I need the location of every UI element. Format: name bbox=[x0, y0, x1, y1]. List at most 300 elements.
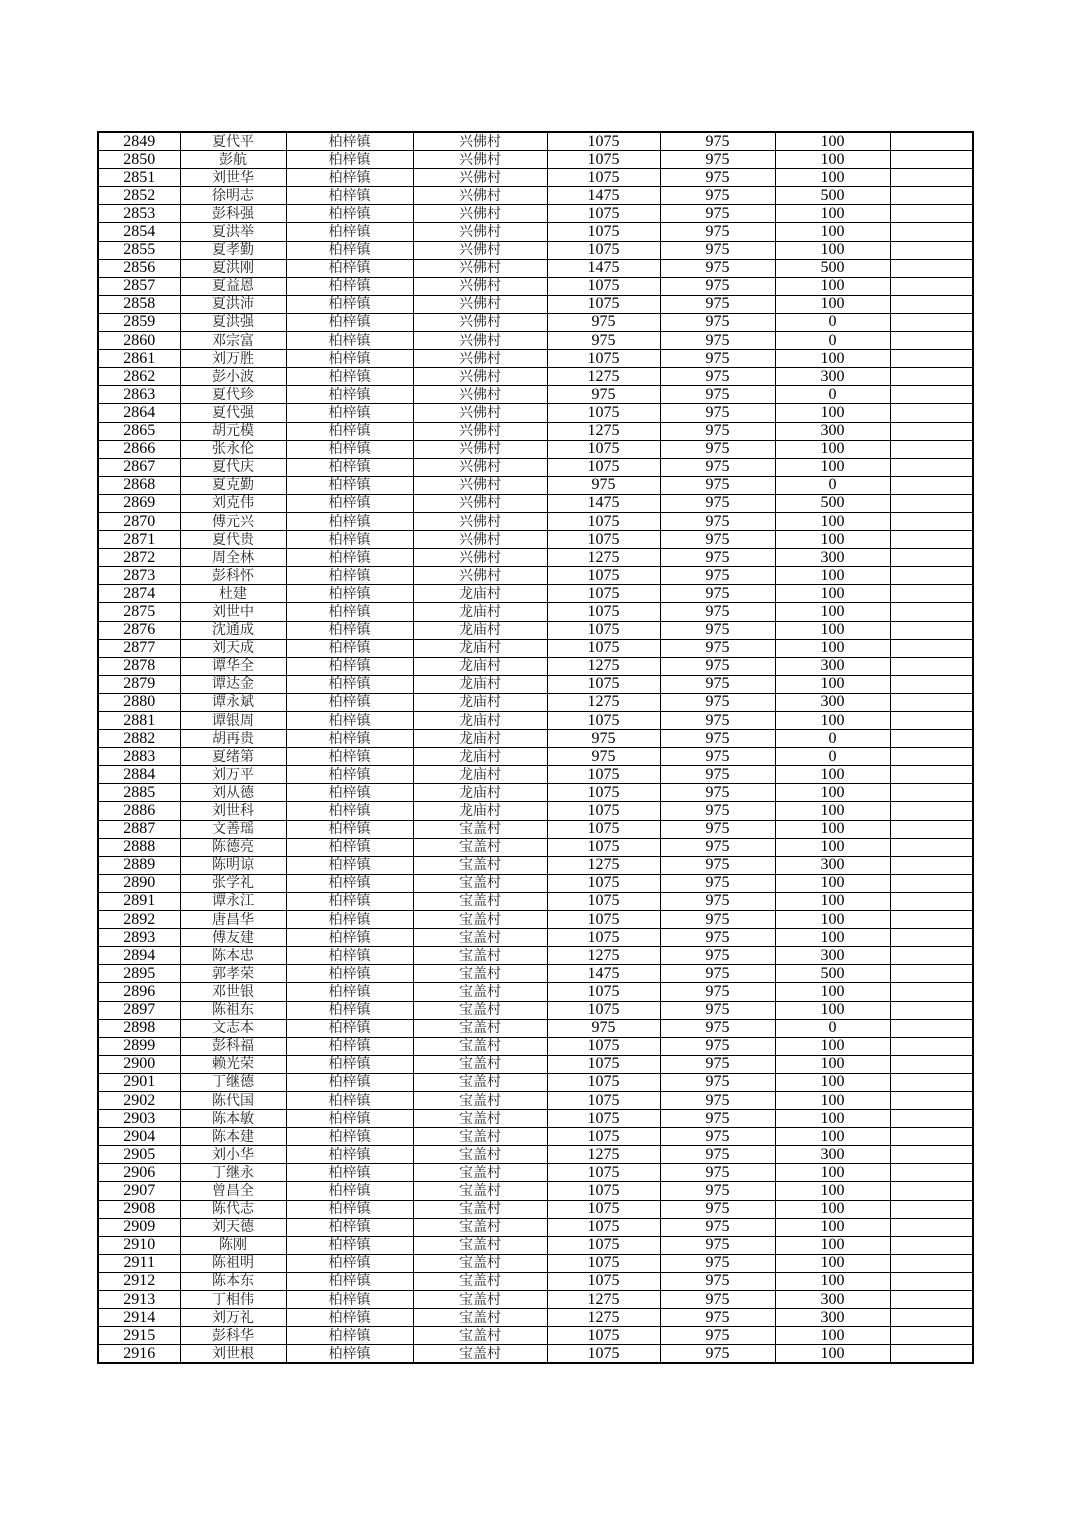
name-cell: 谭永斌 bbox=[180, 693, 286, 711]
table-row bbox=[98, 947, 973, 965]
town-cell: 柏梓镇 bbox=[286, 1272, 413, 1290]
amount-b-cell: 975 bbox=[660, 639, 775, 657]
amount-a-cell: 1075 bbox=[547, 639, 660, 657]
table-row bbox=[98, 368, 973, 386]
remark-cell bbox=[890, 1073, 973, 1091]
row-number-cell: 2851 bbox=[98, 169, 180, 187]
name-cell: 文善瑶 bbox=[180, 820, 286, 838]
town-cell: 柏梓镇 bbox=[286, 295, 413, 313]
amount-a-cell: 1475 bbox=[547, 494, 660, 512]
name-cell: 夏绪第 bbox=[180, 748, 286, 766]
amount-a-cell: 1075 bbox=[547, 1073, 660, 1091]
remark-cell bbox=[890, 223, 973, 241]
data-table bbox=[97, 131, 974, 1364]
difference-cell: 100 bbox=[775, 223, 890, 241]
difference-cell: 100 bbox=[775, 639, 890, 657]
village-cell: 兴佛村 bbox=[413, 313, 547, 331]
remark-cell bbox=[890, 458, 973, 476]
difference-cell: 100 bbox=[775, 1272, 890, 1290]
amount-b-cell: 975 bbox=[660, 132, 775, 151]
table-row bbox=[98, 784, 973, 802]
amount-b-cell: 975 bbox=[660, 1073, 775, 1091]
table-row bbox=[98, 132, 973, 151]
name-cell: 曾昌全 bbox=[180, 1182, 286, 1200]
amount-a-cell: 1075 bbox=[547, 1182, 660, 1200]
name-cell: 彭科怀 bbox=[180, 567, 286, 585]
amount-b-cell: 975 bbox=[660, 766, 775, 784]
village-cell: 龙庙村 bbox=[413, 693, 547, 711]
remark-cell bbox=[890, 259, 973, 277]
village-cell: 兴佛村 bbox=[413, 241, 547, 259]
name-cell: 文志本 bbox=[180, 1019, 286, 1037]
row-number-cell: 2902 bbox=[98, 1091, 180, 1109]
amount-b-cell: 975 bbox=[660, 929, 775, 947]
village-cell: 宝盖村 bbox=[413, 1091, 547, 1109]
row-number-cell: 2862 bbox=[98, 368, 180, 386]
difference-cell: 100 bbox=[775, 1345, 890, 1364]
amount-b-cell: 975 bbox=[660, 512, 775, 530]
difference-cell: 300 bbox=[775, 657, 890, 675]
amount-a-cell: 1075 bbox=[547, 1327, 660, 1345]
name-cell: 丁继永 bbox=[180, 1164, 286, 1182]
table-row bbox=[98, 1236, 973, 1254]
remark-cell bbox=[890, 748, 973, 766]
difference-cell: 300 bbox=[775, 1146, 890, 1164]
row-number-cell: 2856 bbox=[98, 259, 180, 277]
table-row bbox=[98, 639, 973, 657]
remark-cell bbox=[890, 1345, 973, 1364]
name-cell: 谭银周 bbox=[180, 712, 286, 730]
town-cell: 柏梓镇 bbox=[286, 892, 413, 910]
table-row bbox=[98, 1345, 973, 1364]
difference-cell: 100 bbox=[775, 1218, 890, 1236]
difference-cell: 0 bbox=[775, 1019, 890, 1037]
difference-cell: 0 bbox=[775, 730, 890, 748]
remark-cell bbox=[890, 512, 973, 530]
amount-b-cell: 975 bbox=[660, 1037, 775, 1055]
remark-cell bbox=[890, 1309, 973, 1327]
difference-cell: 500 bbox=[775, 494, 890, 512]
amount-b-cell: 975 bbox=[660, 1345, 775, 1364]
table-row bbox=[98, 386, 973, 404]
difference-cell: 300 bbox=[775, 549, 890, 567]
table-row bbox=[98, 621, 973, 639]
remark-cell bbox=[890, 476, 973, 494]
village-cell: 宝盖村 bbox=[413, 1164, 547, 1182]
difference-cell: 300 bbox=[775, 693, 890, 711]
amount-b-cell: 975 bbox=[660, 983, 775, 1001]
difference-cell: 100 bbox=[775, 1055, 890, 1073]
town-cell: 柏梓镇 bbox=[286, 1055, 413, 1073]
table-row bbox=[98, 1254, 973, 1272]
village-cell: 兴佛村 bbox=[413, 223, 547, 241]
row-number-cell: 2873 bbox=[98, 567, 180, 585]
amount-a-cell: 1075 bbox=[547, 1272, 660, 1290]
name-cell: 陈祖东 bbox=[180, 1001, 286, 1019]
difference-cell: 100 bbox=[775, 277, 890, 295]
village-cell: 龙庙村 bbox=[413, 730, 547, 748]
amount-a-cell: 1075 bbox=[547, 929, 660, 947]
remark-cell bbox=[890, 784, 973, 802]
table-row bbox=[98, 277, 973, 295]
name-cell: 夏洪强 bbox=[180, 313, 286, 331]
remark-cell bbox=[890, 856, 973, 874]
name-cell: 周全林 bbox=[180, 549, 286, 567]
village-cell: 宝盖村 bbox=[413, 1019, 547, 1037]
amount-b-cell: 975 bbox=[660, 1254, 775, 1272]
table-row bbox=[98, 892, 973, 910]
amount-a-cell: 1075 bbox=[547, 567, 660, 585]
village-cell: 兴佛村 bbox=[413, 368, 547, 386]
difference-cell: 100 bbox=[775, 1128, 890, 1146]
row-number-cell: 2907 bbox=[98, 1182, 180, 1200]
difference-cell: 300 bbox=[775, 1291, 890, 1309]
remark-cell bbox=[890, 422, 973, 440]
difference-cell: 100 bbox=[775, 169, 890, 187]
town-cell: 柏梓镇 bbox=[286, 531, 413, 549]
name-cell: 彭航 bbox=[180, 151, 286, 169]
remark-cell bbox=[890, 730, 973, 748]
table-row bbox=[98, 567, 973, 585]
remark-cell bbox=[890, 1055, 973, 1073]
amount-a-cell: 1075 bbox=[547, 277, 660, 295]
amount-b-cell: 975 bbox=[660, 748, 775, 766]
row-number-cell: 2908 bbox=[98, 1200, 180, 1218]
amount-b-cell: 975 bbox=[660, 1291, 775, 1309]
village-cell: 龙庙村 bbox=[413, 603, 547, 621]
village-cell: 兴佛村 bbox=[413, 259, 547, 277]
row-number-cell: 2882 bbox=[98, 730, 180, 748]
name-cell: 彭小波 bbox=[180, 368, 286, 386]
village-cell: 宝盖村 bbox=[413, 892, 547, 910]
difference-cell: 100 bbox=[775, 983, 890, 1001]
amount-a-cell: 1275 bbox=[547, 693, 660, 711]
amount-b-cell: 975 bbox=[660, 1218, 775, 1236]
difference-cell: 100 bbox=[775, 675, 890, 693]
village-cell: 宝盖村 bbox=[413, 1110, 547, 1128]
amount-b-cell: 975 bbox=[660, 368, 775, 386]
row-number-cell: 2858 bbox=[98, 295, 180, 313]
amount-b-cell: 975 bbox=[660, 476, 775, 494]
table-row bbox=[98, 603, 973, 621]
table-row bbox=[98, 693, 973, 711]
amount-b-cell: 975 bbox=[660, 947, 775, 965]
town-cell: 柏梓镇 bbox=[286, 1182, 413, 1200]
amount-a-cell: 975 bbox=[547, 332, 660, 350]
row-number-cell: 2878 bbox=[98, 657, 180, 675]
row-number-cell: 2914 bbox=[98, 1309, 180, 1327]
village-cell: 兴佛村 bbox=[413, 187, 547, 205]
town-cell: 柏梓镇 bbox=[286, 132, 413, 151]
name-cell: 陈刚 bbox=[180, 1236, 286, 1254]
amount-b-cell: 975 bbox=[660, 1128, 775, 1146]
difference-cell: 500 bbox=[775, 965, 890, 983]
village-cell: 兴佛村 bbox=[413, 386, 547, 404]
row-number-cell: 2879 bbox=[98, 675, 180, 693]
amount-b-cell: 975 bbox=[660, 802, 775, 820]
remark-cell bbox=[890, 1146, 973, 1164]
difference-cell: 100 bbox=[775, 784, 890, 802]
table-row bbox=[98, 1146, 973, 1164]
amount-b-cell: 975 bbox=[660, 820, 775, 838]
name-cell: 彭科强 bbox=[180, 205, 286, 223]
row-number-cell: 2853 bbox=[98, 205, 180, 223]
name-cell: 夏代贵 bbox=[180, 531, 286, 549]
amount-b-cell: 975 bbox=[660, 241, 775, 259]
name-cell: 丁继德 bbox=[180, 1073, 286, 1091]
amount-a-cell: 1075 bbox=[547, 512, 660, 530]
remark-cell bbox=[890, 1110, 973, 1128]
remark-cell bbox=[890, 1164, 973, 1182]
row-number-cell: 2916 bbox=[98, 1345, 180, 1364]
remark-cell bbox=[890, 693, 973, 711]
table-row bbox=[98, 712, 973, 730]
amount-a-cell: 1075 bbox=[547, 1001, 660, 1019]
remark-cell bbox=[890, 621, 973, 639]
village-cell: 兴佛村 bbox=[413, 295, 547, 313]
difference-cell: 100 bbox=[775, 132, 890, 151]
village-cell: 兴佛村 bbox=[413, 476, 547, 494]
remark-cell bbox=[890, 187, 973, 205]
town-cell: 柏梓镇 bbox=[286, 657, 413, 675]
town-cell: 柏梓镇 bbox=[286, 585, 413, 603]
village-cell: 龙庙村 bbox=[413, 784, 547, 802]
amount-b-cell: 975 bbox=[660, 657, 775, 675]
village-cell: 龙庙村 bbox=[413, 639, 547, 657]
name-cell: 谭华全 bbox=[180, 657, 286, 675]
town-cell: 柏梓镇 bbox=[286, 368, 413, 386]
village-cell: 宝盖村 bbox=[413, 1327, 547, 1345]
remark-cell bbox=[890, 712, 973, 730]
table-row bbox=[98, 1272, 973, 1290]
amount-a-cell: 1075 bbox=[547, 1128, 660, 1146]
town-cell: 柏梓镇 bbox=[286, 549, 413, 567]
town-cell: 柏梓镇 bbox=[286, 730, 413, 748]
amount-a-cell: 1075 bbox=[547, 911, 660, 929]
difference-cell: 100 bbox=[775, 1254, 890, 1272]
amount-b-cell: 975 bbox=[660, 440, 775, 458]
row-number-cell: 2876 bbox=[98, 621, 180, 639]
town-cell: 柏梓镇 bbox=[286, 440, 413, 458]
difference-cell: 0 bbox=[775, 386, 890, 404]
village-cell: 兴佛村 bbox=[413, 332, 547, 350]
village-cell: 宝盖村 bbox=[413, 1001, 547, 1019]
town-cell: 柏梓镇 bbox=[286, 603, 413, 621]
row-number-cell: 2900 bbox=[98, 1055, 180, 1073]
table-row bbox=[98, 295, 973, 313]
difference-cell: 100 bbox=[775, 531, 890, 549]
amount-a-cell: 975 bbox=[547, 1019, 660, 1037]
name-cell: 夏益恩 bbox=[180, 277, 286, 295]
name-cell: 刘天成 bbox=[180, 639, 286, 657]
amount-b-cell: 975 bbox=[660, 585, 775, 603]
amount-b-cell: 975 bbox=[660, 259, 775, 277]
difference-cell: 100 bbox=[775, 151, 890, 169]
town-cell: 柏梓镇 bbox=[286, 476, 413, 494]
table-row bbox=[98, 657, 973, 675]
village-cell: 宝盖村 bbox=[413, 1037, 547, 1055]
row-number-cell: 2863 bbox=[98, 386, 180, 404]
difference-cell: 100 bbox=[775, 802, 890, 820]
amount-b-cell: 975 bbox=[660, 169, 775, 187]
amount-b-cell: 975 bbox=[660, 531, 775, 549]
table-row bbox=[98, 1200, 973, 1218]
amount-a-cell: 1075 bbox=[547, 1091, 660, 1109]
name-cell: 刘世华 bbox=[180, 169, 286, 187]
village-cell: 宝盖村 bbox=[413, 1073, 547, 1091]
table-row bbox=[98, 187, 973, 205]
amount-a-cell: 1075 bbox=[547, 151, 660, 169]
row-number-cell: 2896 bbox=[98, 983, 180, 1001]
amount-a-cell: 1275 bbox=[547, 657, 660, 675]
village-cell: 宝盖村 bbox=[413, 1182, 547, 1200]
amount-a-cell: 1075 bbox=[547, 458, 660, 476]
village-cell: 龙庙村 bbox=[413, 766, 547, 784]
town-cell: 柏梓镇 bbox=[286, 983, 413, 1001]
row-number-cell: 2854 bbox=[98, 223, 180, 241]
village-cell: 宝盖村 bbox=[413, 1200, 547, 1218]
amount-a-cell: 1075 bbox=[547, 766, 660, 784]
amount-b-cell: 975 bbox=[660, 911, 775, 929]
town-cell: 柏梓镇 bbox=[286, 567, 413, 585]
remark-cell bbox=[890, 567, 973, 585]
village-cell: 宝盖村 bbox=[413, 911, 547, 929]
village-cell: 兴佛村 bbox=[413, 458, 547, 476]
amount-b-cell: 975 bbox=[660, 313, 775, 331]
row-number-cell: 2891 bbox=[98, 892, 180, 910]
table-row bbox=[98, 874, 973, 892]
village-cell: 宝盖村 bbox=[413, 1146, 547, 1164]
village-cell: 宝盖村 bbox=[413, 820, 547, 838]
table-row bbox=[98, 1091, 973, 1109]
amount-a-cell: 1075 bbox=[547, 404, 660, 422]
name-cell: 刘小华 bbox=[180, 1146, 286, 1164]
row-number-cell: 2875 bbox=[98, 603, 180, 621]
table-row bbox=[98, 1182, 973, 1200]
town-cell: 柏梓镇 bbox=[286, 1236, 413, 1254]
village-cell: 宝盖村 bbox=[413, 965, 547, 983]
village-cell: 兴佛村 bbox=[413, 205, 547, 223]
table-row bbox=[98, 241, 973, 259]
remark-cell bbox=[890, 1200, 973, 1218]
village-cell: 兴佛村 bbox=[413, 277, 547, 295]
amount-b-cell: 975 bbox=[660, 1309, 775, 1327]
name-cell: 刘万礼 bbox=[180, 1309, 286, 1327]
town-cell: 柏梓镇 bbox=[286, 1110, 413, 1128]
amount-b-cell: 975 bbox=[660, 1200, 775, 1218]
amount-b-cell: 975 bbox=[660, 1182, 775, 1200]
name-cell: 刘克伟 bbox=[180, 494, 286, 512]
table-row bbox=[98, 151, 973, 169]
row-number-cell: 2898 bbox=[98, 1019, 180, 1037]
town-cell: 柏梓镇 bbox=[286, 1164, 413, 1182]
difference-cell: 100 bbox=[775, 1200, 890, 1218]
town-cell: 柏梓镇 bbox=[286, 874, 413, 892]
difference-cell: 100 bbox=[775, 712, 890, 730]
town-cell: 柏梓镇 bbox=[286, 639, 413, 657]
name-cell: 张学礼 bbox=[180, 874, 286, 892]
village-cell: 宝盖村 bbox=[413, 1272, 547, 1290]
town-cell: 柏梓镇 bbox=[286, 820, 413, 838]
name-cell: 徐明志 bbox=[180, 187, 286, 205]
table-row bbox=[98, 1164, 973, 1182]
village-cell: 兴佛村 bbox=[413, 494, 547, 512]
name-cell: 胡元模 bbox=[180, 422, 286, 440]
amount-b-cell: 975 bbox=[660, 1164, 775, 1182]
difference-cell: 100 bbox=[775, 1001, 890, 1019]
amount-b-cell: 975 bbox=[660, 422, 775, 440]
table-row bbox=[98, 1019, 973, 1037]
remark-cell bbox=[890, 838, 973, 856]
village-cell: 宝盖村 bbox=[413, 856, 547, 874]
amount-b-cell: 975 bbox=[660, 350, 775, 368]
table-row bbox=[98, 1309, 973, 1327]
town-cell: 柏梓镇 bbox=[286, 621, 413, 639]
difference-cell: 100 bbox=[775, 1236, 890, 1254]
village-cell: 兴佛村 bbox=[413, 132, 547, 151]
amount-b-cell: 975 bbox=[660, 965, 775, 983]
amount-b-cell: 975 bbox=[660, 1001, 775, 1019]
name-cell: 夏代珍 bbox=[180, 386, 286, 404]
remark-cell bbox=[890, 205, 973, 223]
row-number-cell: 2852 bbox=[98, 187, 180, 205]
remark-cell bbox=[890, 1128, 973, 1146]
difference-cell: 0 bbox=[775, 313, 890, 331]
amount-a-cell: 1075 bbox=[547, 531, 660, 549]
table-row bbox=[98, 675, 973, 693]
amount-a-cell: 1075 bbox=[547, 1110, 660, 1128]
name-cell: 陈本敏 bbox=[180, 1110, 286, 1128]
amount-b-cell: 975 bbox=[660, 1146, 775, 1164]
table-row bbox=[98, 458, 973, 476]
remark-cell bbox=[890, 1218, 973, 1236]
amount-a-cell: 1075 bbox=[547, 621, 660, 639]
amount-a-cell: 1075 bbox=[547, 1254, 660, 1272]
row-number-cell: 2903 bbox=[98, 1110, 180, 1128]
village-cell: 龙庙村 bbox=[413, 675, 547, 693]
amount-b-cell: 975 bbox=[660, 386, 775, 404]
village-cell: 兴佛村 bbox=[413, 151, 547, 169]
town-cell: 柏梓镇 bbox=[286, 259, 413, 277]
name-cell: 刘万平 bbox=[180, 766, 286, 784]
row-number-cell: 2855 bbox=[98, 241, 180, 259]
table-row bbox=[98, 476, 973, 494]
town-cell: 柏梓镇 bbox=[286, 947, 413, 965]
amount-a-cell: 1075 bbox=[547, 675, 660, 693]
amount-a-cell: 1275 bbox=[547, 422, 660, 440]
village-cell: 宝盖村 bbox=[413, 1128, 547, 1146]
table-row bbox=[98, 585, 973, 603]
remark-cell bbox=[890, 675, 973, 693]
remark-cell bbox=[890, 820, 973, 838]
remark-cell bbox=[890, 1272, 973, 1290]
row-number-cell: 2870 bbox=[98, 512, 180, 530]
difference-cell: 500 bbox=[775, 187, 890, 205]
table-row bbox=[98, 1327, 973, 1345]
name-cell: 夏孝勤 bbox=[180, 241, 286, 259]
amount-a-cell: 1075 bbox=[547, 241, 660, 259]
remark-cell bbox=[890, 892, 973, 910]
amount-a-cell: 1075 bbox=[547, 295, 660, 313]
row-number-cell: 2860 bbox=[98, 332, 180, 350]
row-number-cell: 2871 bbox=[98, 531, 180, 549]
amount-a-cell: 975 bbox=[547, 386, 660, 404]
amount-a-cell: 1075 bbox=[547, 1218, 660, 1236]
row-number-cell: 2866 bbox=[98, 440, 180, 458]
remark-cell bbox=[890, 1291, 973, 1309]
town-cell: 柏梓镇 bbox=[286, 1200, 413, 1218]
town-cell: 柏梓镇 bbox=[286, 1218, 413, 1236]
